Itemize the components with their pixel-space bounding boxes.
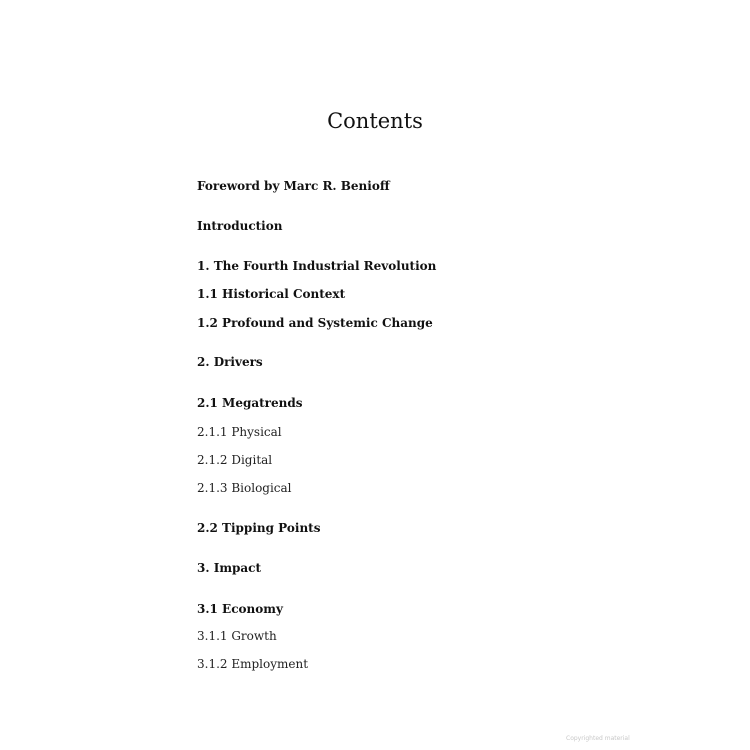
- toc-entry-2-1-3[interactable]: 2.1.3 Biological: [197, 481, 292, 495]
- toc-entry-3-1-2[interactable]: 3.1.2 Employment: [197, 657, 309, 671]
- toc-entry-2-2[interactable]: 2.2 Tipping Points: [197, 521, 321, 535]
- toc-entry-chapter-2[interactable]: 2. Drivers: [197, 355, 263, 369]
- toc-entry-2-1-2[interactable]: 2.1.2 Digital: [197, 453, 273, 467]
- toc-entry-chapter-1[interactable]: 1. The Fourth Industrial Revolution: [197, 259, 437, 273]
- toc-entry-foreword[interactable]: Foreword by Marc R. Benioff: [197, 179, 390, 193]
- toc-entry-3-1[interactable]: 3.1 Economy: [197, 602, 283, 616]
- copyright-watermark: Copyrighted material: [566, 735, 630, 742]
- page-title: Contents: [327, 109, 423, 133]
- toc-entry-1-1[interactable]: 1.1 Historical Context: [197, 287, 346, 301]
- toc-entry-2-1-1[interactable]: 2.1.1 Physical: [197, 425, 282, 439]
- toc-entry-1-2[interactable]: 1.2 Profound and Systemic Change: [197, 316, 433, 330]
- toc-entry-3-1-1[interactable]: 3.1.1 Growth: [197, 629, 277, 643]
- toc-entry-introduction[interactable]: Introduction: [197, 219, 283, 233]
- toc-entry-chapter-3[interactable]: 3. Impact: [197, 561, 262, 575]
- toc-entry-2-1[interactable]: 2.1 Megatrends: [197, 396, 303, 410]
